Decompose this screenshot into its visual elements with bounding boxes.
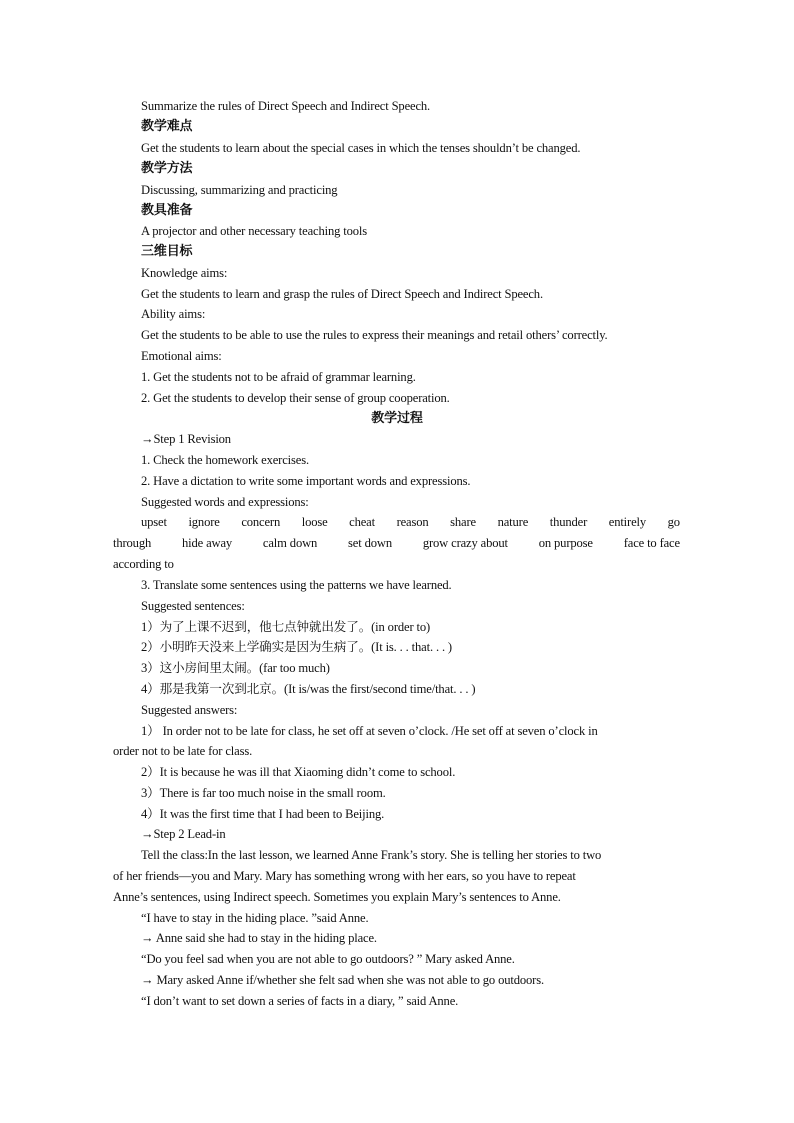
lead-in-line-3: Anne’s sentences, using Indirect speech. Sometimes you explain Mary’s sentences to Anne. [113, 890, 561, 904]
quote-2: “Do you feel sad when you are not able to go outdoors? ” Mary asked Anne. [141, 952, 515, 966]
step1-item-2: 2. Have a dictation to write some important words and expressions. [141, 474, 471, 488]
suggested-words-label: Suggested words and expressions: [141, 495, 309, 509]
lead-in-line-1: Tell the class:In the last lesson, we learned Anne Frank’s story. She is telling her stories to two [141, 848, 602, 862]
suggested-sentences-label: Suggested sentences: [141, 599, 245, 613]
word: upset [141, 515, 167, 529]
word: entirely [608, 515, 647, 529]
lead-in-line-2: of her friends—you and Mary. Mary has something wrong with her ears, so you have to repeat [113, 869, 576, 883]
method-text: Discussing, summarizing and practicing [141, 183, 338, 197]
emotional-aims-label: Emotional aims: [141, 349, 222, 363]
quote-3: “I don’t want to set down a series of facts in a diary, ” said Anne. [141, 994, 459, 1008]
word: share [450, 515, 476, 529]
word: set down [348, 536, 392, 550]
heading-aims: 三维目标 [141, 244, 193, 259]
word: reason [396, 515, 429, 529]
words-row-2 [113, 535, 680, 551]
knowledge-aims-label: Knowledge aims: [141, 266, 228, 280]
heading-difficulty: 教学难点 [141, 119, 193, 134]
summary-text: Summarize the rules of Direct Speech and Indirect Speech. [141, 99, 431, 113]
word: thunder [549, 515, 588, 529]
word: nature [497, 515, 529, 529]
reported-1: → Anne said she had to stay in the hiding place. [141, 931, 377, 945]
step2-title: →Step 2 Lead-in [141, 827, 226, 841]
words-row-1 [141, 514, 680, 530]
word: cheat [349, 515, 375, 529]
answer-1-line-1: 1） In order not to be late for class, he set off at seven o’clock. /He set off at seven o’clock in [141, 724, 598, 738]
suggested-answers-label: Suggested answers: [141, 703, 238, 717]
word: grow crazy about [422, 536, 508, 550]
word: go [667, 515, 680, 529]
ability-text: Get the students to be able to use the rules to express their meanings and retail others’ correctly. [141, 328, 608, 342]
answer-1-line-2: order not to be late for class. [113, 744, 253, 758]
sentence-2: 2）小明昨天没来上学确实是因为生病了。(It is. . . that. . . ) [141, 640, 452, 654]
heading-process: 教学过程 [371, 411, 423, 426]
sentence-4: 4）那是我第一次到北京。(It is/was the first/second time/that. . . ) [141, 682, 476, 696]
sentence-1: 1）为了上课不迟到，他七点钟就出发了。(in order to) [141, 620, 431, 634]
tools-text: A projector and other necessary teaching tools [141, 224, 368, 238]
step1-item-3: 3. Translate some sentences using the patterns we have learned. [141, 578, 452, 592]
step1-title: →Step 1 Revision [141, 432, 231, 446]
word: hide away [182, 536, 233, 550]
emotional-item-1: 1. Get the students not to be afraid of grammar learning. [141, 370, 416, 384]
word: concern [241, 515, 281, 529]
answer-3: 3）There is far too much noise in the small room. [141, 786, 386, 800]
word: ignore [188, 515, 220, 529]
emotional-item-2: 2. Get the students to develop their sense of group cooperation. [141, 391, 450, 405]
reported-2: → Mary asked Anne if/whether she felt sad when she was not able to go outdoors. [141, 973, 544, 987]
answer-2: 2）It is because he was ill that Xiaoming didn’t come to school. [141, 765, 456, 779]
knowledge-text: Get the students to learn and grasp the rules of Direct Speech and Indirect Speech. [141, 287, 543, 301]
quote-1: “I have to stay in the hiding place. ”said Anne. [141, 911, 369, 925]
difficulty-text: Get the students to learn about the special cases in which the tenses shouldn’t be changed. [141, 141, 581, 155]
step1-item-1: 1. Check the homework exercises. [141, 453, 309, 467]
word: calm down [262, 536, 318, 550]
heading-method: 教学方法 [141, 161, 193, 176]
word: loose [301, 515, 328, 529]
answer-4: 4）It was the first time that I had been to Beijing. [141, 807, 385, 821]
words-row-3: according to [113, 557, 174, 571]
word: face to face [623, 536, 680, 550]
word: on purpose [538, 536, 593, 550]
sentence-3: 3）这小房间里太闹。(far too much) [141, 661, 330, 675]
heading-tools: 教具准备 [141, 203, 193, 218]
ability-aims-label: Ability aims: [141, 307, 206, 321]
word: through [113, 536, 152, 550]
